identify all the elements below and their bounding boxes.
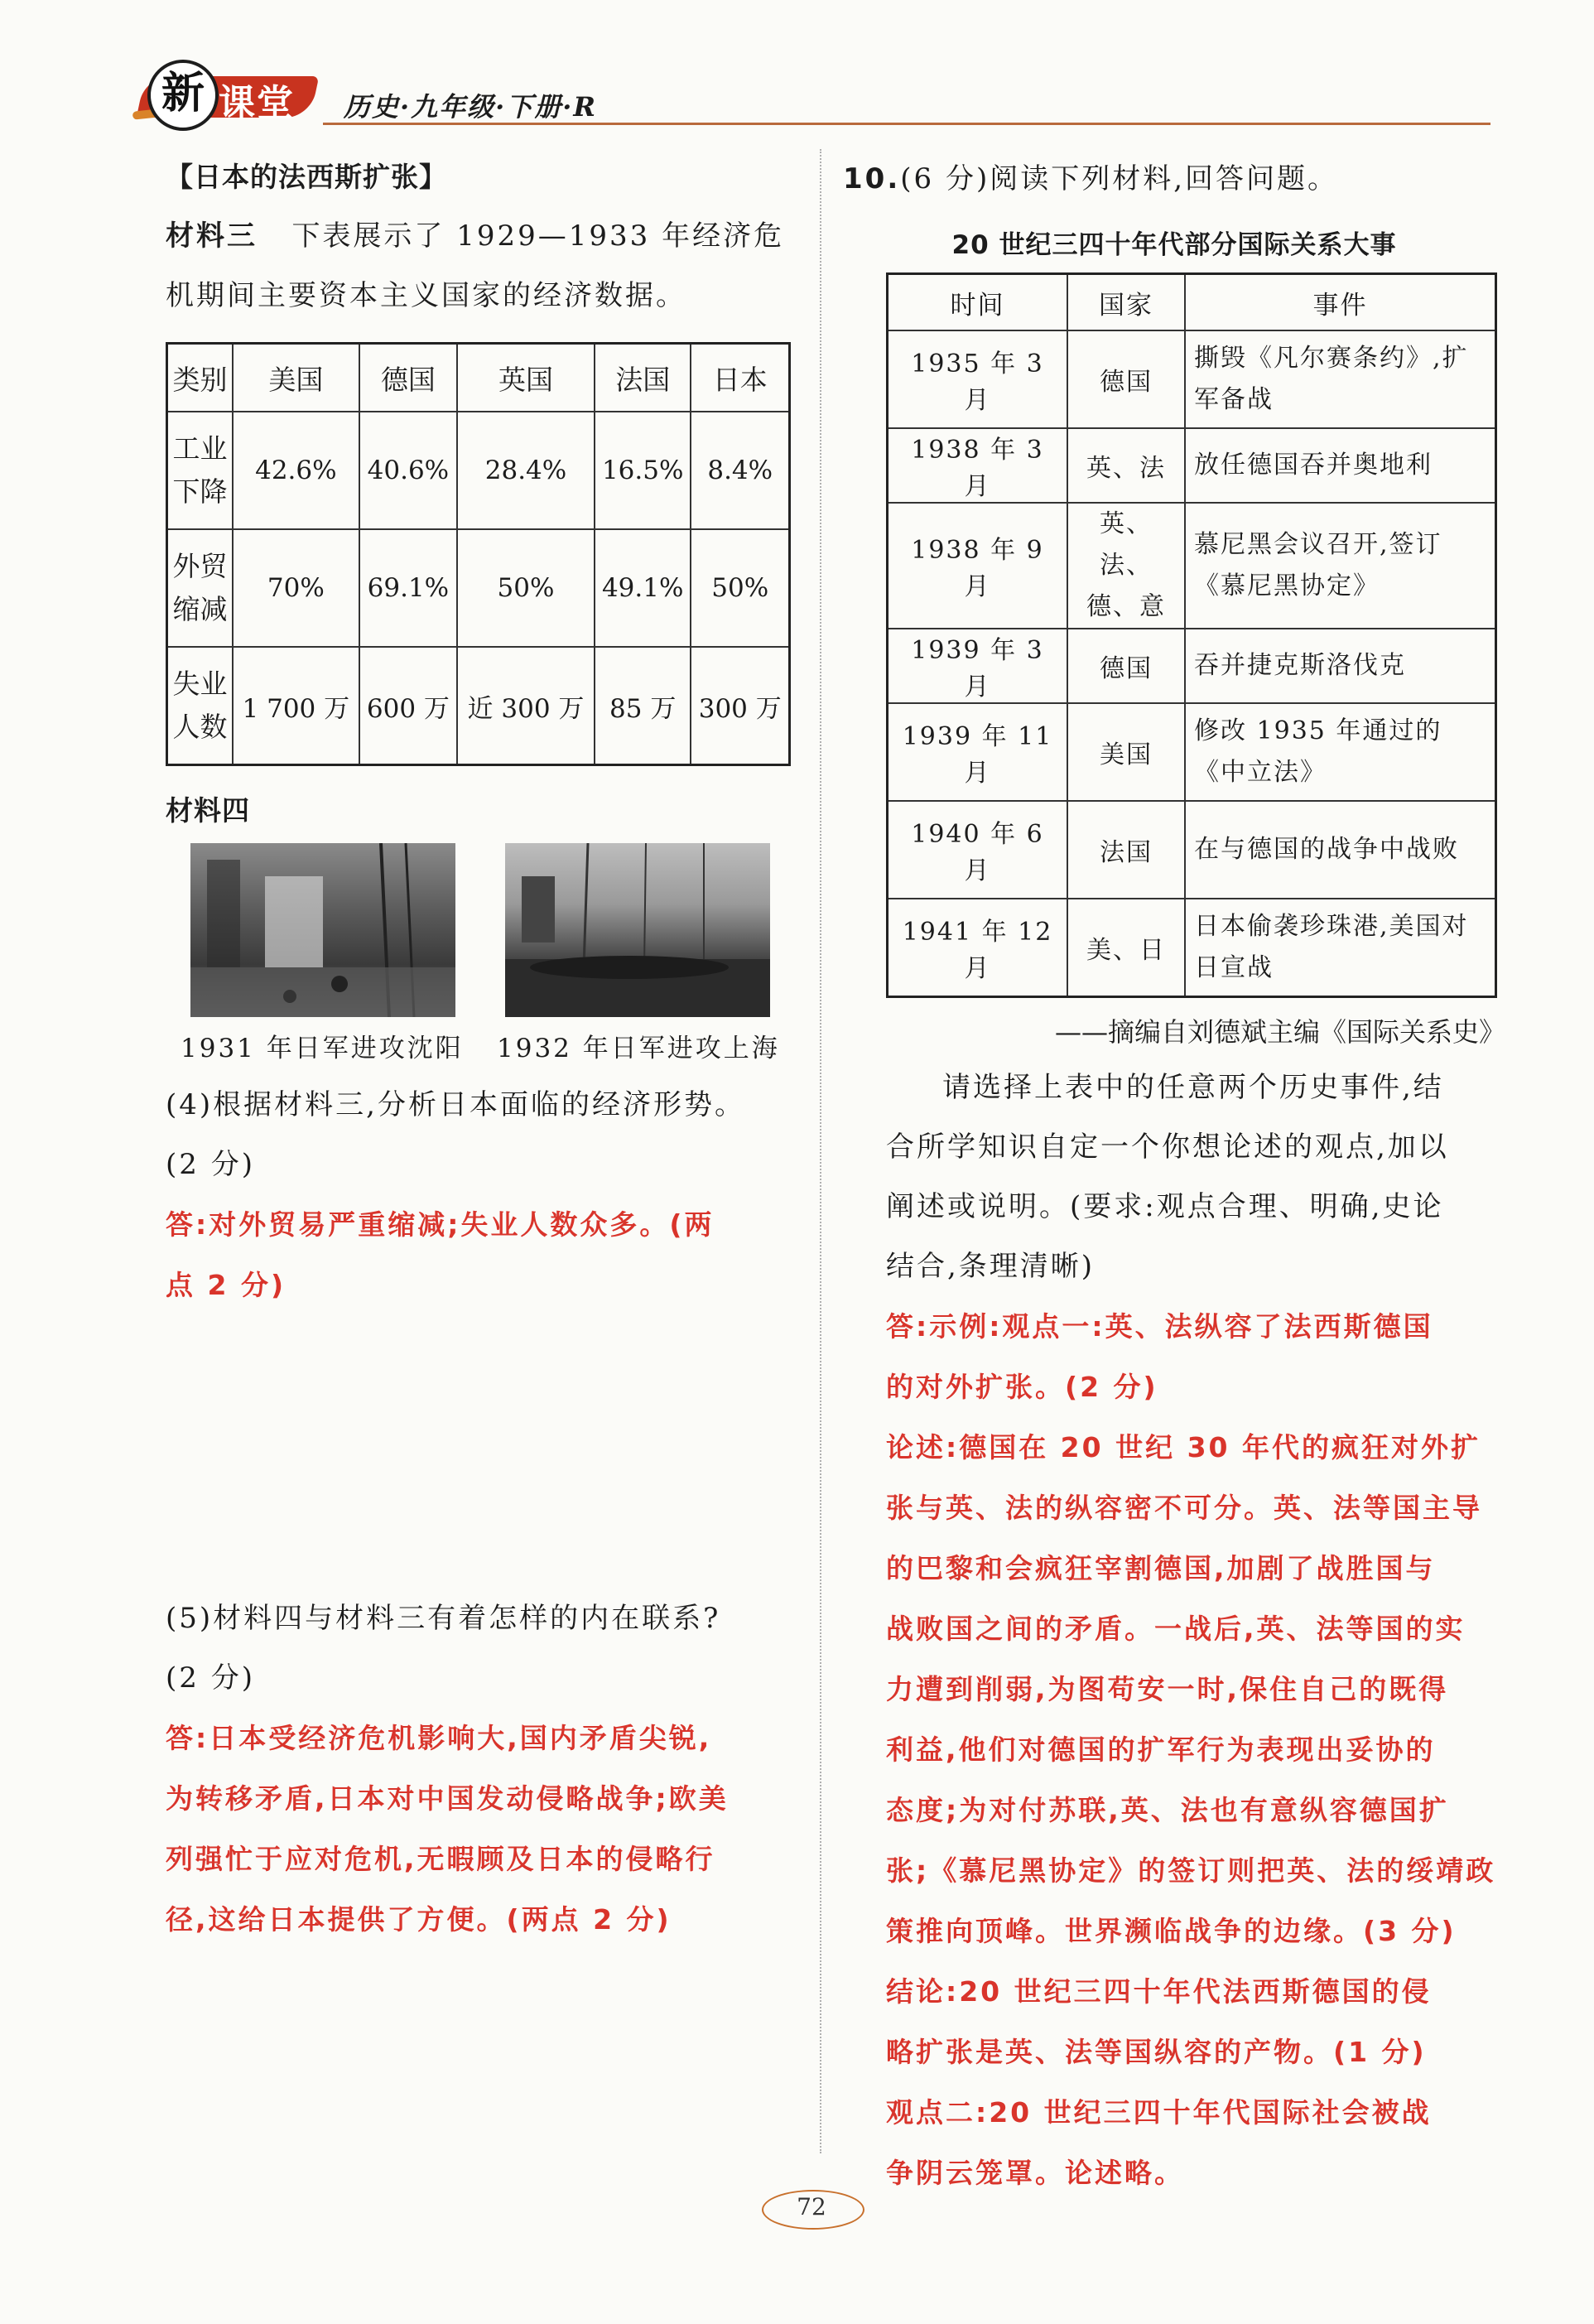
table-row xyxy=(888,703,1496,801)
event-cell: 修改 1935 年通过的《中立法》 xyxy=(1185,703,1496,801)
task-line: 阐述或说明。(要求:观点合理、明确,史论 xyxy=(886,1189,1444,1223)
material3-text-line2: 机期间主要资本主义国家的经济数据。 xyxy=(166,279,686,312)
answer-10-line: 结论:20 世纪三四十年代法西斯德国的侵 xyxy=(886,1974,1432,2008)
event-cell: 慕尼黑会议召开,签订《慕尼黑协定》 xyxy=(1185,503,1496,629)
row-label-line1: 外贸 xyxy=(172,550,228,582)
column-divider xyxy=(820,149,821,2153)
country-cell: 英、法 xyxy=(1067,428,1185,503)
answer-4-line1: 答:对外贸易严重缩减;失业人数众多。(两 xyxy=(166,1208,715,1241)
header-cell: 时间 xyxy=(888,274,1068,331)
answer-4 xyxy=(166,1194,795,1315)
header-cell: 德国 xyxy=(359,344,457,412)
answer-10-line: 的对外扩张。(2 分) xyxy=(886,1370,1158,1403)
question-10-text: (6 分)阅读下列材料,回答问题。 xyxy=(900,162,1339,195)
shenyang-attack-photo xyxy=(190,843,455,1017)
event-cell: 在与德国的战争中战败 xyxy=(1185,801,1496,899)
question-4-line1: (4)根据材料三,分析日本面临的经济形势。 xyxy=(166,1088,745,1121)
answer-10-line: 态度;为对付苏联,英、法也有意纵容德国扩 xyxy=(886,1793,1449,1826)
event-cell: 日本偷袭珍珠港,美国对日宣战 xyxy=(1185,899,1496,996)
task-line: 合所学知识自定一个你想论述的观点,加以 xyxy=(886,1130,1449,1164)
question-10-prompt xyxy=(843,149,1505,209)
header-cell: 日本 xyxy=(691,344,789,412)
header-rule xyxy=(323,123,1490,125)
photo2-caption: 1932 年日军进攻上海 xyxy=(497,1034,780,1063)
table-cell: 28.4% xyxy=(457,412,595,529)
table-row xyxy=(888,428,1496,503)
xinketang-logo xyxy=(132,58,315,123)
answer-5-line: 径,这给日本提供了方便。(两点 2 分) xyxy=(166,1903,672,1936)
table-row xyxy=(167,412,790,529)
row-label-line2: 下降 xyxy=(172,475,228,508)
table-cell: 42.6% xyxy=(233,412,359,529)
table-row xyxy=(888,330,1496,428)
table-cell: 16.5% xyxy=(595,412,691,529)
answer-10 xyxy=(843,1296,1505,2203)
table-cell: 40.6% xyxy=(359,412,457,529)
table-cell: 600 万 xyxy=(359,647,457,765)
table-cell: 50% xyxy=(691,529,789,647)
question-5-line1: (5)材料四与材料三有着怎样的内在联系? xyxy=(166,1602,721,1635)
table-row xyxy=(888,899,1496,996)
events-table-title: 20 世纪三四十年代部分国际关系大事 xyxy=(951,230,1397,260)
question-4 xyxy=(166,1075,795,1194)
answer-10-line: 的巴黎和会疯狂宰割德国,加剧了战胜国与 xyxy=(886,1551,1436,1584)
header-cell: 美国 xyxy=(233,344,359,412)
row-label-line2: 缩减 xyxy=(172,593,228,625)
time-cell: 1939 年 3 月 xyxy=(888,629,1068,703)
photo1-caption: 1931 年日军进攻沈阳 xyxy=(181,1034,464,1063)
country-cell: 德国 xyxy=(1067,629,1185,703)
answer-10-line: 答:示例:观点一:英、法纵容了法西斯德国 xyxy=(886,1309,1433,1343)
international-events-table xyxy=(886,272,1497,998)
event-cell: 放任德国吞并奥地利 xyxy=(1185,428,1496,503)
table-header-row xyxy=(888,274,1496,331)
country-cell: 英、法、德、意 xyxy=(1067,503,1185,629)
table-cell: 49.1% xyxy=(595,529,691,647)
question-10-number: 10. xyxy=(843,162,901,195)
answer-5 xyxy=(166,1708,795,1950)
logo-xin-character: 新 xyxy=(147,60,219,131)
answer-5-line: 列强忙于应对危机,无暇顾及日本的侵略行 xyxy=(166,1843,715,1875)
left-column xyxy=(166,149,795,1950)
table-row xyxy=(888,801,1496,899)
header-cell: 事件 xyxy=(1185,274,1496,331)
table-cell: 69.1% xyxy=(359,529,457,647)
table-cell: 近 300 万 xyxy=(457,647,595,765)
time-cell: 1940 年 6 月 xyxy=(888,801,1068,899)
time-cell: 1938 年 9 月 xyxy=(888,503,1068,629)
subject-label: 历史·九年级·下册·R xyxy=(344,91,598,123)
country-cell: 德国 xyxy=(1067,330,1185,428)
material3-label: 材料三 xyxy=(166,219,258,253)
table-cell: 1 700 万 xyxy=(233,647,359,765)
row-label-line1: 工业 xyxy=(172,432,228,465)
answer-10-line: 论述:德国在 20 世纪 30 年代的疯狂对外扩 xyxy=(886,1430,1481,1463)
time-cell: 1941 年 12 月 xyxy=(888,899,1068,996)
answer-10-line: 观点二:20 世纪三四十年代国际社会被战 xyxy=(886,2095,1432,2129)
time-cell: 1939 年 11 月 xyxy=(888,703,1068,801)
time-cell: 1938 年 3 月 xyxy=(888,428,1068,503)
table-cell: 85 万 xyxy=(595,647,691,765)
economic-data-table xyxy=(166,342,791,766)
answer-10-line: 力遭到削弱,为图苟安一时,保住自己的既得 xyxy=(886,1672,1449,1705)
page-number-text: 72 xyxy=(797,2193,826,2220)
country-cell: 美国 xyxy=(1067,703,1185,801)
country-cell: 法国 xyxy=(1067,801,1185,899)
question-10-task xyxy=(843,1058,1505,1296)
page-number xyxy=(762,2187,861,2228)
task-line: 请选择上表中的任意两个历史事件,结 xyxy=(942,1070,1444,1104)
row-label xyxy=(167,412,233,529)
page-header xyxy=(132,58,1499,133)
material4-label: 材料四 xyxy=(166,794,250,827)
table-cell: 50% xyxy=(457,529,595,647)
event-cell: 吞并捷克斯洛伐克 xyxy=(1185,629,1496,703)
answer-10-line: 争阴云笼罩。论述略。 xyxy=(886,2156,1184,2189)
table-cell: 300 万 xyxy=(691,647,789,765)
row-label-line2: 人数 xyxy=(172,711,228,743)
answer-5-line: 答:日本受经济危机影响大,国内矛盾尖锐, xyxy=(166,1722,712,1754)
table-header-row xyxy=(167,344,790,412)
table-row xyxy=(167,647,790,765)
question-5-line2: (2 分) xyxy=(166,1661,255,1695)
logo-ketang-text: 课堂 xyxy=(219,82,295,124)
row-label xyxy=(167,647,233,765)
answer-5-line: 为转移矛盾,日本对中国发动侵略战争;欧美 xyxy=(166,1782,729,1815)
table-row xyxy=(167,529,790,647)
header-cell: 法国 xyxy=(595,344,691,412)
material3-text-line1: 下表展示了 1929—1933 年经济危 xyxy=(291,219,785,253)
material3-intro xyxy=(166,206,795,325)
answer-10-line: 张;《慕尼黑协定》的签订则把英、法的绥靖政 xyxy=(886,1854,1496,1887)
answer-10-line: 张与英、法的纵容密不可分。英、法等国主导 xyxy=(886,1491,1482,1524)
section-title: 【日本的法西斯扩张】 xyxy=(166,161,447,193)
table-row xyxy=(888,629,1496,703)
table-cell: 8.4% xyxy=(691,412,789,529)
answer-10-line: 策推向顶峰。世界濒临战争的边缘。(3 分) xyxy=(886,1914,1457,1947)
table-source: ——摘编自刘德斌主编《国际关系史》 xyxy=(1054,1015,1505,1048)
header-cell: 国家 xyxy=(1067,274,1185,331)
shanghai-attack-photo xyxy=(505,843,770,1017)
answer-10-line: 战败国之间的矛盾。一战后,英、法等国的实 xyxy=(886,1612,1466,1645)
material4-photos xyxy=(166,843,795,1075)
header-cell: 类别 xyxy=(167,344,233,412)
time-cell: 1935 年 3 月 xyxy=(888,330,1068,428)
row-label xyxy=(167,529,233,647)
answer-10-line: 略扩张是英、法等国纵容的产物。(1 分) xyxy=(886,2035,1427,2068)
answer-4-line2: 点 2 分) xyxy=(166,1269,287,1301)
table-row xyxy=(888,503,1496,629)
right-column xyxy=(843,149,1505,2203)
event-cell: 撕毁《凡尔赛条约》,扩军备战 xyxy=(1185,330,1496,428)
header-cell: 英国 xyxy=(457,344,595,412)
question-4-line2: (2 分) xyxy=(166,1148,255,1181)
row-label-line1: 失业 xyxy=(172,668,228,700)
table-cell: 70% xyxy=(233,529,359,647)
country-cell: 美、日 xyxy=(1067,899,1185,996)
question-5 xyxy=(166,1589,795,1708)
task-line: 结合,条理清晰) xyxy=(886,1249,1096,1283)
answer-10-line: 利益,他们对德国的扩军行为表现出妥协的 xyxy=(886,1733,1436,1766)
